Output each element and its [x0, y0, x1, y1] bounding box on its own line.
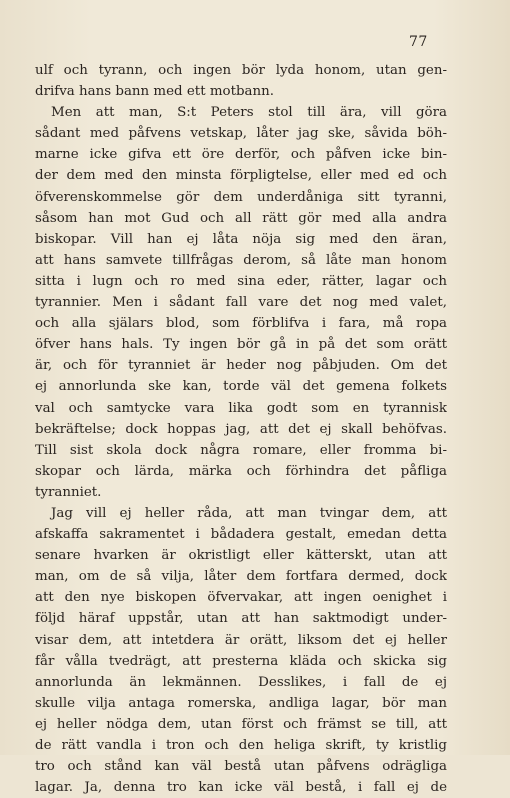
text-line: lagar. Ja, denna tro kan icke väl bestå, i fall ej de: [35, 780, 447, 796]
body-text: [35, 60, 447, 798]
text-line: öfverenskommelse gör dem underdåniga sitt tyranni,: [35, 189, 447, 205]
text-line: visar dem, att intetdera är orätt, liksom det ej heller: [35, 632, 447, 648]
text-line: de rätt vandla i tron och den heliga skrift, ty kristlig: [35, 738, 447, 753]
text-line: ulf och tyrann, och ingen bör lyda honom, utan gen-: [35, 63, 447, 78]
text-line: sitta i lugn och ro med sina eder, rätter, lagar och: [35, 273, 447, 289]
text-line: senare hvarken är okristligt eller kätterskt, utan att: [35, 548, 447, 564]
text-line: val och samtycke vara lika godt som en tyrannisk: [35, 400, 447, 416]
text-line: ej annorlunda ske kan, torde väl det gemena folkets: [35, 379, 447, 395]
text-line: drifva hans bann med ett motbann.: [35, 84, 275, 100]
text-line: skopar och lärda, märka och förhindra det påfliga: [35, 463, 447, 479]
text-line: Jag vill ej heller råda, att man tvingar dem, att: [51, 505, 447, 521]
text-line: der dem med den minsta förpligtelse, eller med ed och: [35, 168, 447, 184]
text-line: ej heller nödga dem, utan först och främst se till, att: [35, 716, 447, 732]
text-line: är, och för tyranniet är heder nog påbjuden. Om det: [35, 358, 447, 374]
text-line: tyranniet.: [35, 484, 102, 500]
text-line: Till sist skola dock några romare, eller fromma bi-: [35, 442, 447, 458]
page-number: 77: [409, 34, 428, 50]
text-line: Men att man, S:t Peters stol till ära, vill göra: [51, 105, 447, 121]
text-line: sådant med påfvens vetskap, låter jag ske, såvida böh-: [35, 126, 447, 142]
text-line: såsom han mot Gud och all rätt gör med alla andra: [35, 210, 447, 226]
text-line: tro och stånd kan väl bestå utan påfvens odrägliga: [35, 759, 447, 775]
text-line: får vålla tvedrägt, att presterna kläda och skicka sig: [35, 653, 447, 669]
text-line: biskopar. Vill han ej låta nöja sig med den äran,: [35, 231, 447, 247]
text-line: marne icke gifva ett öre derför, och påfven icke bin-: [35, 147, 447, 163]
text-line: bekräftelse; dock hoppas jag, att det ej skall behöfvas.: [35, 421, 447, 437]
text-line: att hans samvete tillfrågas derom, så låte man honom: [35, 252, 447, 268]
text-line: följd häraf uppstår, utan att han saktmodigt under-: [35, 611, 447, 627]
text-line: man, om de så vilja, låter dem fortfara dermed, dock: [35, 569, 447, 585]
text-line: och alla själars blod, som förblifva i fara, må ropa: [35, 316, 447, 332]
text-line: tyrannier. Men i sådant fall vare det nog med valet,: [35, 295, 447, 311]
text-line: öfver hans hals. Ty ingen bör gå in på det som orätt: [35, 337, 447, 353]
text-line: annorlunda än lekmännen. Desslikes, i fall de ej: [35, 674, 447, 690]
text-line: att den nye biskopen öfvervakar, att ingen oenighet i: [35, 590, 447, 606]
text-line: afskaffa sakramentet i bådadera gestalt, emedan detta: [35, 527, 447, 543]
text-line: skulle vilja antaga romerska, andliga lagar, bör man: [35, 695, 447, 711]
